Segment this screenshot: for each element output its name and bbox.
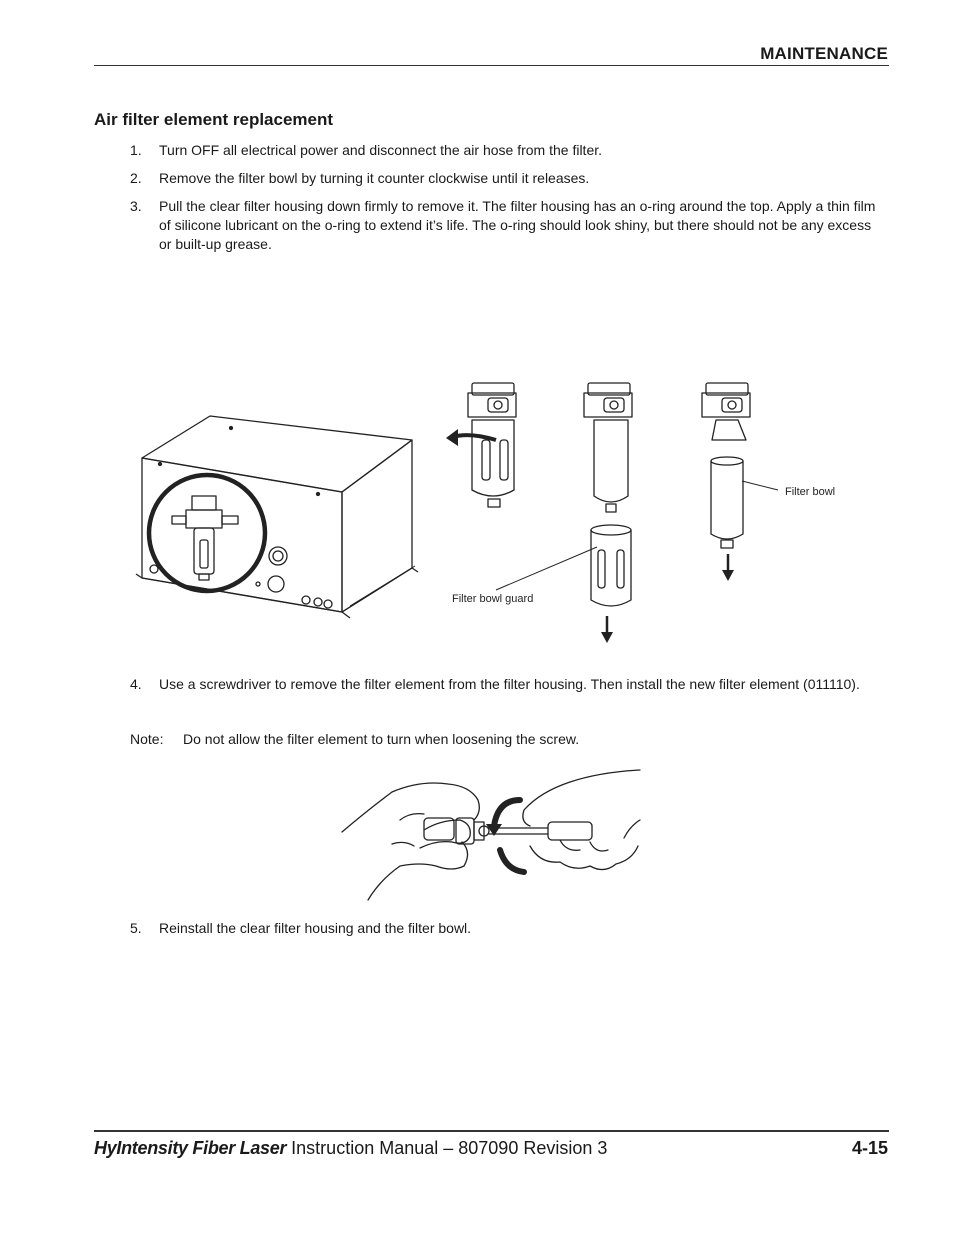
step-text: Pull the clear filter housing down firmly to remove it. The filter housing has an o-ring around the top. Apply a thin film of silicone lubricant on the o-ring to extend it’s life. The o-ring should look shiny, but there should not be any excess or built-up grease. [159,198,876,252]
footer-manual-title [94,1138,607,1159]
step-text: Reinstall the clear filter housing and the filter bowl. [159,920,472,936]
step-text: Turn OFF all electrical power and disconnect the air hose from the filter. [159,142,603,158]
footer-rule [94,1130,889,1132]
right-hand-illustration [523,770,640,870]
screwdriver-illustration [489,822,592,840]
left-hand-illustration [342,783,479,900]
step-number: 1. [130,142,142,158]
callout-filter-bowl-guard: Filter bowl guard [452,593,534,605]
step-number: 5. [130,920,142,936]
note-label: Note: [130,731,164,747]
step-number: 4. [130,676,142,692]
footer-product-name: HyIntensity Fiber Laser [94,1138,287,1158]
callout-filter-bowl: Filter bowl [785,486,836,498]
section-title: Air filter element replacement [94,110,334,129]
filter-element-illustration [456,818,489,844]
step-5 [130,919,880,938]
step-number: 3. [130,198,142,214]
running-header-section: MAINTENANCE [760,44,888,63]
step-text: Remove the filter bowl by turning it counter clockwise until it releases. [159,170,590,186]
step-number: 2. [130,170,142,186]
rotation-arrow-illustration [486,800,524,872]
note-text: Do not allow the filter element to turn when loosening the screw. [183,731,580,747]
page-number: 4-15 [851,1138,888,1158]
step-text: Use a screwdriver to remove the filter element from the filter housing. Then install the new filter element (011110). [159,676,860,692]
footer-manual-info: Instruction Manual – 807090 Revision 3 [286,1138,608,1158]
